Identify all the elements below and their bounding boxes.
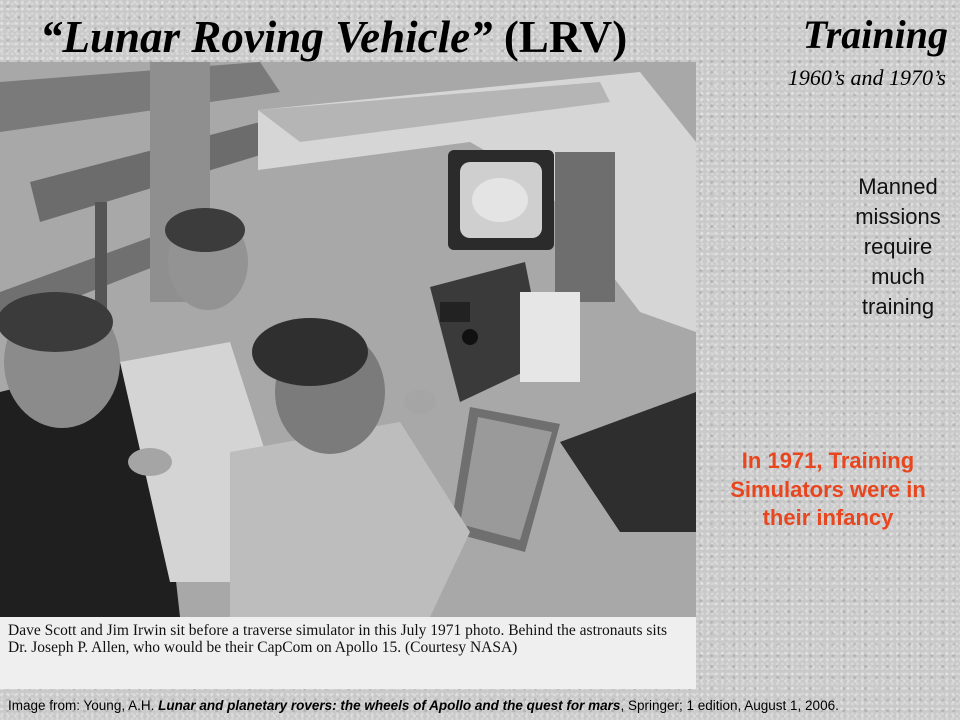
- credit-book-title: Lunar and planetary rovers: the wheels of Apollo and the quest for mars: [158, 698, 621, 713]
- decades-subheading: 1960’s and 1970’s: [787, 65, 946, 90]
- credit-suffix: , Springer; 1 edition, August 1, 2006.: [620, 698, 839, 713]
- manned-missions-note: Manned missions require much training: [855, 174, 941, 319]
- credit-prefix: Image from: Young, A.H.: [8, 698, 159, 713]
- photo-illustration: [0, 62, 696, 617]
- image-credit: [8, 696, 958, 716]
- slide-title-italic: “Lunar Roving Vehicle”: [40, 12, 493, 62]
- slide-title: [40, 8, 680, 66]
- section-heading: Training: [802, 12, 948, 57]
- simulators-highlight: In 1971, Training Simulators were in their infancy: [730, 448, 926, 530]
- slide-title-abbrev: (LRV): [492, 12, 628, 62]
- simulator-photo: [0, 62, 696, 617]
- photo-caption: Dave Scott and Jim Irwin sit before a traverse simulator in this July 1971 photo. Behind the astronauts sits Dr. Joseph P. Allen, who would be their CapCom on Apollo 15. (Courtesy NASA): [0, 617, 696, 689]
